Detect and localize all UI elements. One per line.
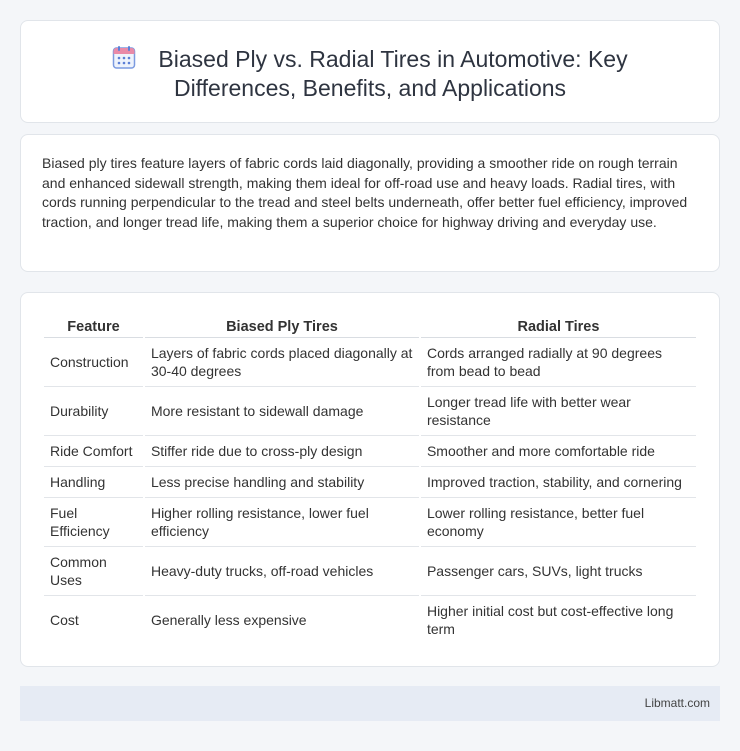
radial-cell: Improved traction, stability, and cornering — [421, 467, 696, 498]
radial-cell: Cords arranged radially at 90 degrees from bead to bead — [421, 338, 696, 387]
comparison-table-card — [20, 292, 720, 667]
radial-cell: Longer tread life with better wear resistance — [421, 387, 696, 436]
title-card — [20, 20, 720, 123]
table-row — [44, 436, 696, 467]
biased-cell: Stiffer ride due to cross-ply design — [145, 436, 419, 467]
header-biased-ply: Biased Ply Tires — [145, 314, 419, 338]
table-header-row — [44, 314, 696, 338]
radial-cell: Lower rolling resistance, better fuel economy — [421, 498, 696, 547]
radial-cell: Higher initial cost but cost-effective long term — [426, 603, 674, 637]
page-title — [21, 45, 719, 103]
feature-cell: Cost — [50, 612, 79, 628]
biased-cell: Higher rolling resistance, lower fuel efficiency — [145, 498, 419, 547]
table-row — [44, 547, 696, 596]
comparison-table — [42, 314, 698, 644]
feature-cell: Ride Comfort — [44, 436, 143, 467]
table-row — [44, 498, 696, 547]
feature-cell: Common Uses — [44, 547, 143, 596]
intro-card — [20, 134, 720, 272]
radial-cell: Smoother and more comfortable ride — [421, 436, 696, 467]
intro-paragraph: Biased ply tires feature layers of fabric cords laid diagonally, providing a smoother ride on rough terrain and enhanced sidewall strength, making them ideal for off-road use and heavy loads. Radial tires, with cords running perpendicular to the tread and steel belts underneath, offer better fuel efficiency, improved traction, and longer tread life, making them a superior choice for highway driving and everyday use. — [42, 155, 688, 230]
radial-cell: Passenger cars, SUVs, light trucks — [421, 547, 696, 596]
header-feature: Feature — [44, 314, 143, 338]
feature-cell: Fuel Efficiency — [44, 498, 143, 547]
calendar-icon — [112, 45, 136, 70]
feature-cell: Construction — [44, 338, 143, 387]
header-radial: Radial Tires — [421, 314, 696, 338]
biased-cell: Layers of fabric cords placed diagonally at 30-40 degrees — [145, 338, 419, 387]
table-row — [44, 387, 696, 436]
table-row — [44, 338, 696, 387]
table-row — [44, 596, 696, 644]
feature-cell: Handling — [44, 467, 143, 498]
title-line-1: Biased Ply vs. Radial Tires in Automotive: Key — [158, 46, 628, 72]
feature-cell: Durability — [44, 387, 143, 436]
title-line-2: Differences, Benefits, and Applications — [173, 75, 567, 101]
table-row — [44, 467, 696, 498]
biased-cell: Less precise handling and stability — [145, 467, 419, 498]
biased-cell: Heavy-duty trucks, off-road vehicles — [145, 547, 419, 596]
footer-brand-link[interactable]: Libmatt.com — [644, 696, 710, 710]
biased-cell: More resistant to sidewall damage — [145, 387, 419, 436]
footer-bar — [20, 686, 720, 721]
biased-cell: Generally less expensive — [150, 612, 307, 628]
